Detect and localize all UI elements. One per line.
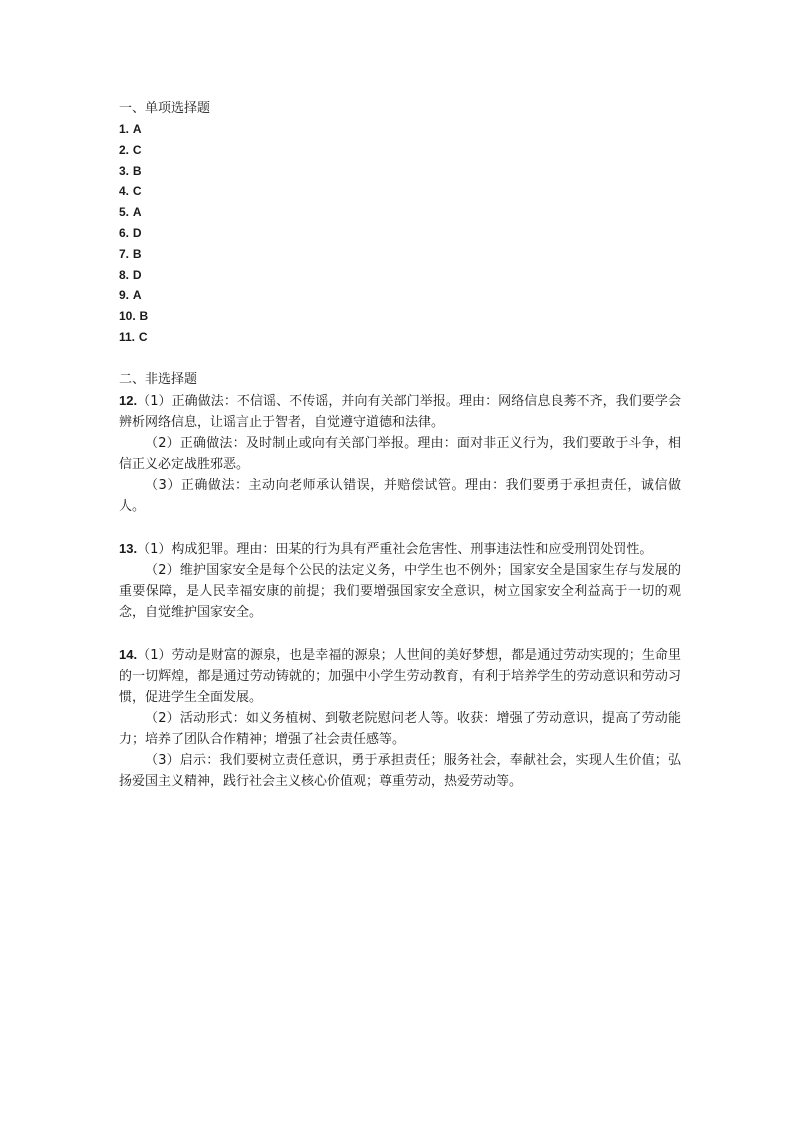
q12-part1 xyxy=(119,390,681,433)
spacer xyxy=(119,348,681,369)
q13-part2: （2）维护国家安全是每个公民的法定义务，中学生也不例外；国家安全是国家生存与发展的重要保障，是人民幸福安康的前提；我们要增强国家安全意识，树立国家安全利益高于一切的观念，自觉维护国家安全。 xyxy=(119,562,681,620)
answer-letter: A xyxy=(132,205,142,220)
spacer xyxy=(119,623,681,644)
section1-title: 一、单项选择题 xyxy=(119,101,211,116)
answer-item xyxy=(119,285,681,306)
question-number: 11. xyxy=(119,329,136,344)
answer-item xyxy=(119,223,681,244)
question-number: 5. xyxy=(119,205,130,220)
answer-item xyxy=(119,140,681,161)
answer-text: （1）构成犯罪。理由：田某的行为具有严重社会危害性、刑事违法性和应受刑罚处罚性。 xyxy=(137,541,653,557)
q14-part2: （2）活动形式：如义务植树、到敬老院慰问老人等。收获：增强了劳动意识，提高了劳动能力；培养了团队合作精神；增强了社会责任感等。 xyxy=(119,710,681,747)
question-number: 10. xyxy=(119,309,136,324)
q12-part2: （2）正确做法：及时制止或向有关部门举报。理由：面对非正义行为，我们要敢于斗争，相信正义必定战胜邪恶。 xyxy=(119,435,681,472)
answer-letter: C xyxy=(132,184,142,199)
answer-key-content xyxy=(119,98,681,792)
question-number: 4. xyxy=(119,184,130,199)
answer-letter: A xyxy=(132,122,142,136)
question-number: 6. xyxy=(119,225,130,240)
answer-item xyxy=(119,181,681,202)
answer-item xyxy=(119,265,681,286)
answer-letter: B xyxy=(132,163,142,178)
answer-item xyxy=(119,327,681,348)
choice-answer-list xyxy=(119,119,681,348)
question-number: 12. xyxy=(119,392,138,408)
answer-letter: C xyxy=(132,142,142,157)
question-number: 1. xyxy=(119,122,130,136)
answer-item xyxy=(119,161,681,182)
question-number: 14. xyxy=(119,646,138,662)
spacer xyxy=(119,517,681,538)
answer-letter: D xyxy=(132,267,142,282)
question-number: 2. xyxy=(119,142,130,157)
answer-item xyxy=(119,244,681,265)
answer-letter: C xyxy=(138,329,148,344)
question-number: 9. xyxy=(119,288,130,303)
question-number: 8. xyxy=(119,267,130,282)
q12-part3: （3）正确做法：主动向老师承认错误，并赔偿试管。理由：我们要勇于承担责任，诚信做人。 xyxy=(119,477,681,514)
answer-letter: B xyxy=(132,246,142,261)
answer-text: （1）正确做法：不信谣、不传谣，并向有关部门举报。理由：网络信息良莠不齐，我们要学会辨析网络信息，让谣言止于智者，自觉遵守道德和法律。 xyxy=(119,393,681,430)
answer-letter: A xyxy=(132,288,142,303)
question-number: 13. xyxy=(119,540,138,556)
answer-item xyxy=(119,119,681,140)
answer-item xyxy=(119,306,681,327)
section2-title: 二、非选择题 xyxy=(119,371,198,387)
answer-item xyxy=(119,202,681,223)
question-number: 7. xyxy=(119,246,130,261)
q13-part1 xyxy=(119,538,681,560)
q14-part3: （3）启示：我们要树立责任意识，勇于承担责任；服务社会，奉献社会，实现人生价值；弘扬爱国主义精神，践行社会主义核心价值观；尊重劳动，热爱劳动等。 xyxy=(119,752,681,789)
q14-part1 xyxy=(119,644,681,708)
answer-text: （1）劳动是财富的源泉，也是幸福的源泉；人世间的美好梦想，都是通过劳动实现的；生命里的一切辉煌，都是通过劳动铸就的；加强中小学生劳动教育，有利于培养学生的劳动意识和劳动习惯，促进学生全面发展。 xyxy=(119,647,681,705)
question-number: 3. xyxy=(119,163,130,178)
answer-letter: D xyxy=(132,225,142,240)
answer-letter: B xyxy=(139,309,149,324)
